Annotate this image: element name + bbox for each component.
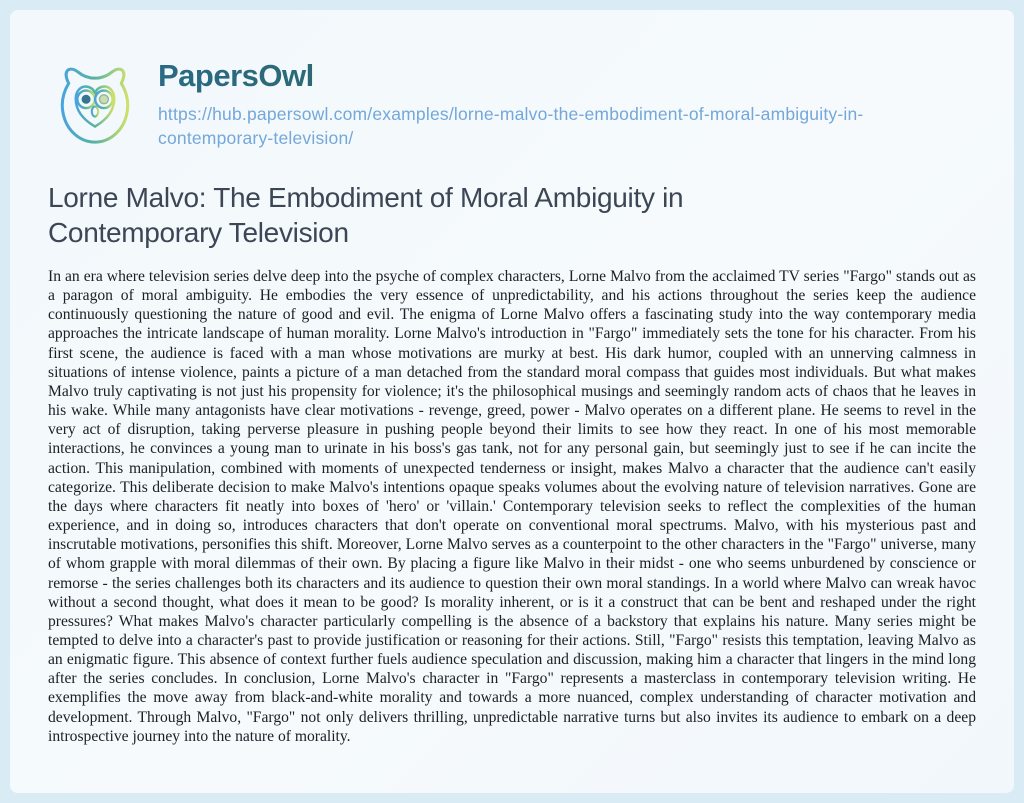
papersowl-logo <box>48 55 142 153</box>
brand-name: PapersOwl <box>158 57 920 95</box>
document-page <box>10 10 1014 793</box>
masthead <box>48 55 978 153</box>
masthead-text <box>158 55 920 150</box>
source-url-link[interactable]: https://hub.papersowl.com/examples/lorne-malvo-the-embodiment-of-moral-ambiguity-in-contemporary-television/ <box>158 104 864 148</box>
owl-logo-icon <box>48 55 142 153</box>
essay-title: Lorne Malvo: The Embodiment of Moral Ambiguity in Contemporary Television <box>48 182 684 248</box>
essay-body-text: In an era where television series delve deep into the psyche of complex characters, Lorne Malvo from the acclaimed TV series "Fargo" stands out as a paragon of moral ambiguity. He embodies the very essence of unpredictability, and his actions throughout the series keep the audience continuously questioning the nature of good and evil. The enigma of Lorne Malvo offers a fascinating study into the way contemporary media approaches the intricate landscape of human morality. Lorne Malvo's introduction in "Fargo" immediately sets the tone for his character. From his first scene, the audience is faced with a man whose motivations are murky at best. His dark humor, coupled with an unnerving calmness in situations of intense violence, paints a picture of a man detached from the standard moral compass that guides most individuals. But what makes Malvo truly captivating is not just his propensity for violence; it's the philosophical musings and seemingly random acts of chaos that he leaves in his wake. While many antagonists have clear motivations - revenge, greed, power - Malvo operates on a different plane. He seems to revel in the very act of disruption, taking perverse pleasure in pushing people beyond their limits to see how they react. In one of his most memorable interactions, he convinces a young man to urinate in his boss's gas tank, not for any personal gain, but seemingly just to see if he can incite the action. This manipulation, combined with moments of unexpected tenderness or insight, makes Malvo a character that the audience can't easily categorize. This deliberate decision to make Malvo's intentions opaque speaks volumes about the evolving nature of television narratives. Gone are the days where characters fit neatly into boxes of 'hero' or 'villain.' Contemporary television seeks to reflect the complexities of the human experience, and in doing so, introduces characters that don't operate on conventional moral spectrums. Malvo, with his mysterious past and inscrutable motivations, personifies this shift. Moreover, Lorne Malvo serves as a counterpoint to the other characters in the "Fargo" universe, many of whom grapple with moral dilemmas of their own. By placing a figure like Malvo in their midst - one who seems unburdened by conscience or remorse - the series challenges both its characters and its audience to question their own moral standings. In a world where Malvo can wreak havoc without a second thought, what does it mean to be good? Is morality inherent, or is it a construct that can be bent and reshaped under the right pressures? What makes Malvo's character particularly compelling is the absence of a backstory that explains his nature. Many series might be tempted to delve into a character's past to provide justification or reasoning for their actions. Still, "Fargo" resists this temptation, leaving Malvo as an enigmatic figure. This absence of context further fuels audience speculation and discussion, making him a character that lingers in the mind long after the series concludes. In conclusion, Lorne Malvo's character in "Fargo" represents a masterclass in contemporary television writing. He exemplifies the move away from black-and-white morality and towards a more nuanced, complex understanding of character motivation and development. Through Malvo, "Fargo" not only delivers thrilling, unpredictable narrative turns but also invites its audience to embark on a deep introspective journey into the nature of morality. <box>48 268 976 745</box>
